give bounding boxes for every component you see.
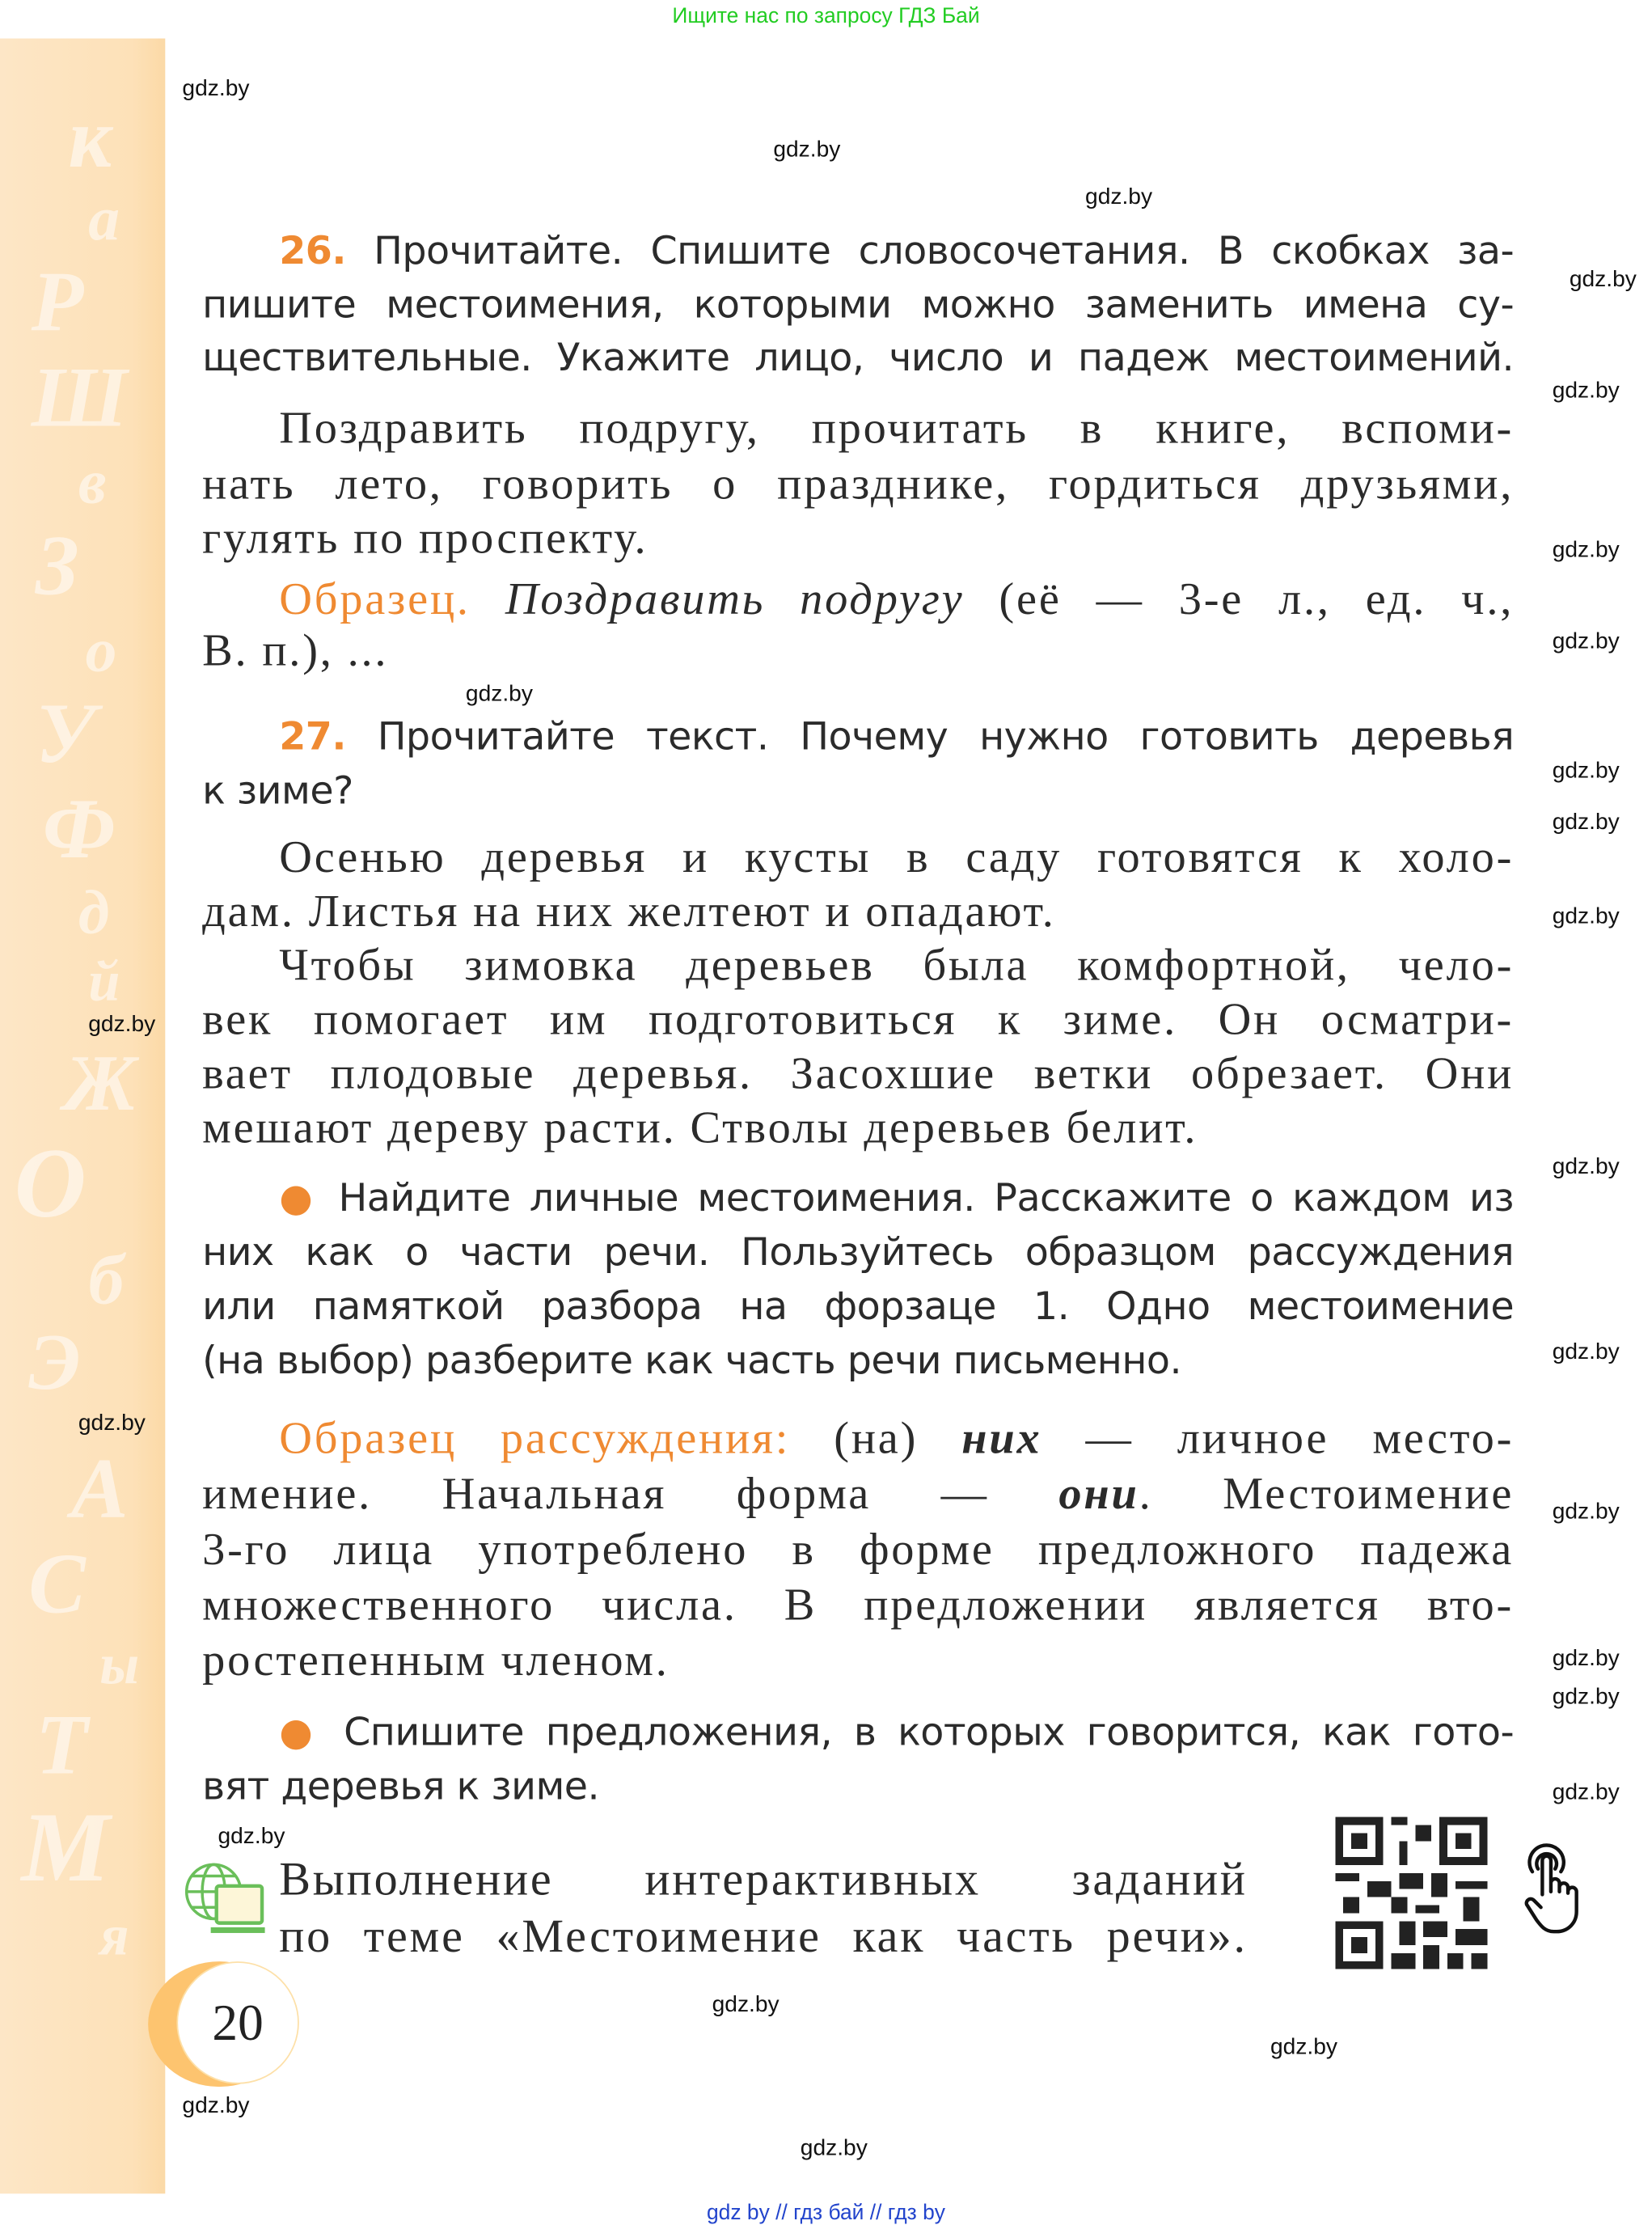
exercise-number: 27. bbox=[279, 715, 346, 759]
watermark: gdz.by bbox=[1552, 1340, 1620, 1365]
side-letter: а bbox=[88, 184, 120, 254]
task-text: Спишите предложения, в которых говорится, как гото- bbox=[344, 1711, 1515, 1755]
ex26-sample-line bbox=[279, 571, 1514, 625]
side-letter: ы bbox=[99, 1632, 140, 1697]
watermark: gdz.by bbox=[1552, 1155, 1620, 1180]
watermark: gdz.by bbox=[1552, 1685, 1620, 1710]
ex27-text-line: Осенью деревья и кусты в саду готовятся к холо- bbox=[279, 830, 1515, 882]
reasoning-word: них bbox=[961, 1411, 1042, 1463]
sample-label: Образец. bbox=[279, 573, 471, 624]
watermark: gdz.by bbox=[712, 1992, 780, 2017]
task-text: Найдите личные местоимения. Расскажите о каждом из bbox=[338, 1176, 1515, 1221]
watermark: gdz.by bbox=[1552, 379, 1620, 404]
ex26-text-line: гулять по проспекту. bbox=[202, 511, 649, 563]
side-letter: Ф bbox=[42, 781, 116, 877]
watermark: gdz.by bbox=[218, 1825, 285, 1850]
side-letter: к bbox=[68, 91, 112, 185]
exercise-number: 26. bbox=[279, 229, 346, 274]
side-letter: Э bbox=[28, 1318, 81, 1408]
watermark: gdz.by bbox=[1552, 629, 1620, 654]
side-letter: б bbox=[88, 1239, 125, 1319]
reasoning-text: — личное место- bbox=[1085, 1411, 1515, 1463]
watermark: gdz.by bbox=[1552, 1500, 1620, 1525]
tap-hand-icon bbox=[1515, 1840, 1590, 1939]
ex27-text-line: мешают дереву расти. Стволы деревьев белит. bbox=[202, 1101, 1198, 1153]
bullet-task-line: них как о части речи. Пользуйтесь образцом рассуждения bbox=[202, 1230, 1515, 1275]
interactive-line[interactable]: по теме «Местоимение как часть речи». bbox=[279, 1911, 1248, 1963]
reasoning-line: ростепенным членом. bbox=[202, 1634, 670, 1686]
side-letter: я bbox=[99, 1902, 129, 1968]
side-letter: Ш bbox=[31, 350, 128, 445]
ex26-task-line: ществительные. Укажите лицо, число и падеж местоимений. bbox=[202, 336, 1515, 381]
ex27-text-line: Чтобы зимовка деревьев была комфортной, чело- bbox=[279, 938, 1515, 991]
bullet-task-line bbox=[279, 1172, 1514, 1226]
watermark: gdz.by bbox=[1569, 268, 1637, 293]
side-letter: в bbox=[78, 447, 107, 518]
watermark: gdz.by bbox=[1270, 2035, 1338, 2060]
watermark: gdz.by bbox=[182, 2093, 250, 2118]
watermark: gdz.by bbox=[1552, 810, 1620, 835]
side-letter: Ж bbox=[64, 1039, 137, 1128]
sample-answer: (её — 3-е л., ед. ч., bbox=[999, 573, 1515, 624]
watermark: gdz.by bbox=[1552, 538, 1620, 563]
watermark: gdz.by bbox=[1085, 184, 1153, 209]
side-letter: д bbox=[78, 877, 110, 948]
ex27-task-line bbox=[279, 711, 1514, 765]
side-letter: З bbox=[36, 518, 79, 613]
watermark: gdz.by bbox=[773, 137, 841, 163]
reasoning-line bbox=[279, 1411, 1514, 1465]
footer-links[interactable]: gdz by // гдз бай // гдз by bbox=[706, 2201, 946, 2225]
side-letter: о bbox=[85, 615, 117, 686]
qr-code[interactable] bbox=[1325, 1809, 1498, 1978]
side-letter: У bbox=[36, 686, 95, 781]
watermark: gdz.by bbox=[1552, 759, 1620, 784]
watermark: gdz.by bbox=[78, 1411, 146, 1436]
ex26-text-line: нать лето, говорить о празднике, гордиться друзьями, bbox=[202, 457, 1515, 509]
bullet-icon: ● bbox=[279, 1711, 323, 1755]
interactive-line[interactable]: Выполнение интерактивных заданий bbox=[279, 1855, 1248, 1906]
reasoning-line: 3-го лица употреблено в форме предложного падежа bbox=[202, 1522, 1515, 1575]
reasoning-line: множественного числа. В предложении является вто- bbox=[202, 1578, 1515, 1630]
ex26-sample-line: В. п.), ... bbox=[202, 624, 389, 675]
globe-computer-icon bbox=[182, 1858, 268, 1938]
reasoning-text: . Местоимение bbox=[1139, 1467, 1515, 1519]
page-number: 20 bbox=[176, 1961, 298, 2083]
bullet-task-line bbox=[279, 1707, 1514, 1761]
ex26-task-line bbox=[279, 225, 1514, 279]
side-letter: О bbox=[14, 1129, 87, 1240]
bullet-task-line: или памяткой разбора на форзаце 1. Одно местоимение bbox=[202, 1284, 1515, 1330]
watermark: gdz.by bbox=[182, 77, 250, 102]
watermark: gdz.by bbox=[800, 2136, 868, 2161]
task-text: Прочитайте. Спишите словосочетания. В скобках за- bbox=[374, 229, 1515, 274]
ex27-text-line: вает плодовые деревья. Засохшие ветки обрезает. Они bbox=[202, 1047, 1515, 1098]
watermark: gdz.by bbox=[88, 1013, 156, 1038]
watermark: gdz.by bbox=[1552, 1646, 1620, 1671]
reasoning-text: (на) bbox=[834, 1411, 919, 1463]
bullet-icon: ● bbox=[279, 1176, 320, 1221]
side-letter: М bbox=[21, 1793, 111, 1903]
ex27-text-line: век помогает им подготовиться к зиме. Он осматри- bbox=[202, 992, 1515, 1044]
watermark: gdz.by bbox=[465, 682, 533, 707]
side-letter: А bbox=[71, 1441, 129, 1536]
task-text: Прочитайте текст. Почему нужно готовить деревья bbox=[377, 715, 1515, 759]
reasoning-word: они bbox=[1058, 1467, 1139, 1519]
bullet-task-line: (на выбор) разберите как часть речи письменно. bbox=[202, 1339, 1182, 1384]
reasoning-label: Образец рассуждения: bbox=[279, 1411, 791, 1463]
sample-phrase: Поздравить подругу bbox=[505, 573, 965, 624]
side-letter: С bbox=[28, 1537, 86, 1631]
side-letter: й bbox=[88, 948, 120, 1013]
bullet-task-line: вят деревья к зиме. bbox=[202, 1765, 600, 1809]
ex26-task-line: пишите местоимения, которыми можно заменить имена су- bbox=[202, 283, 1515, 328]
ex26-text-line: Поздравить подругу, прочитать в книге, вспоми- bbox=[279, 401, 1515, 454]
watermark: gdz.by bbox=[1552, 1780, 1620, 1805]
side-letter: Р bbox=[31, 255, 84, 349]
side-letter: Т bbox=[36, 1698, 88, 1792]
watermark: gdz.by bbox=[1552, 904, 1620, 929]
reasoning-line bbox=[202, 1466, 1514, 1520]
search-banner[interactable]: Ищите нас по запросу ГДЗ Бай bbox=[672, 4, 980, 29]
ex27-task-line: к зиме? bbox=[202, 769, 353, 814]
alphabet-side-strip bbox=[0, 39, 165, 2194]
ex27-text-line: дам. Листья на них желтеют и опадают. bbox=[202, 884, 1056, 937]
reasoning-text: имение. Начальная форма — bbox=[202, 1467, 989, 1519]
